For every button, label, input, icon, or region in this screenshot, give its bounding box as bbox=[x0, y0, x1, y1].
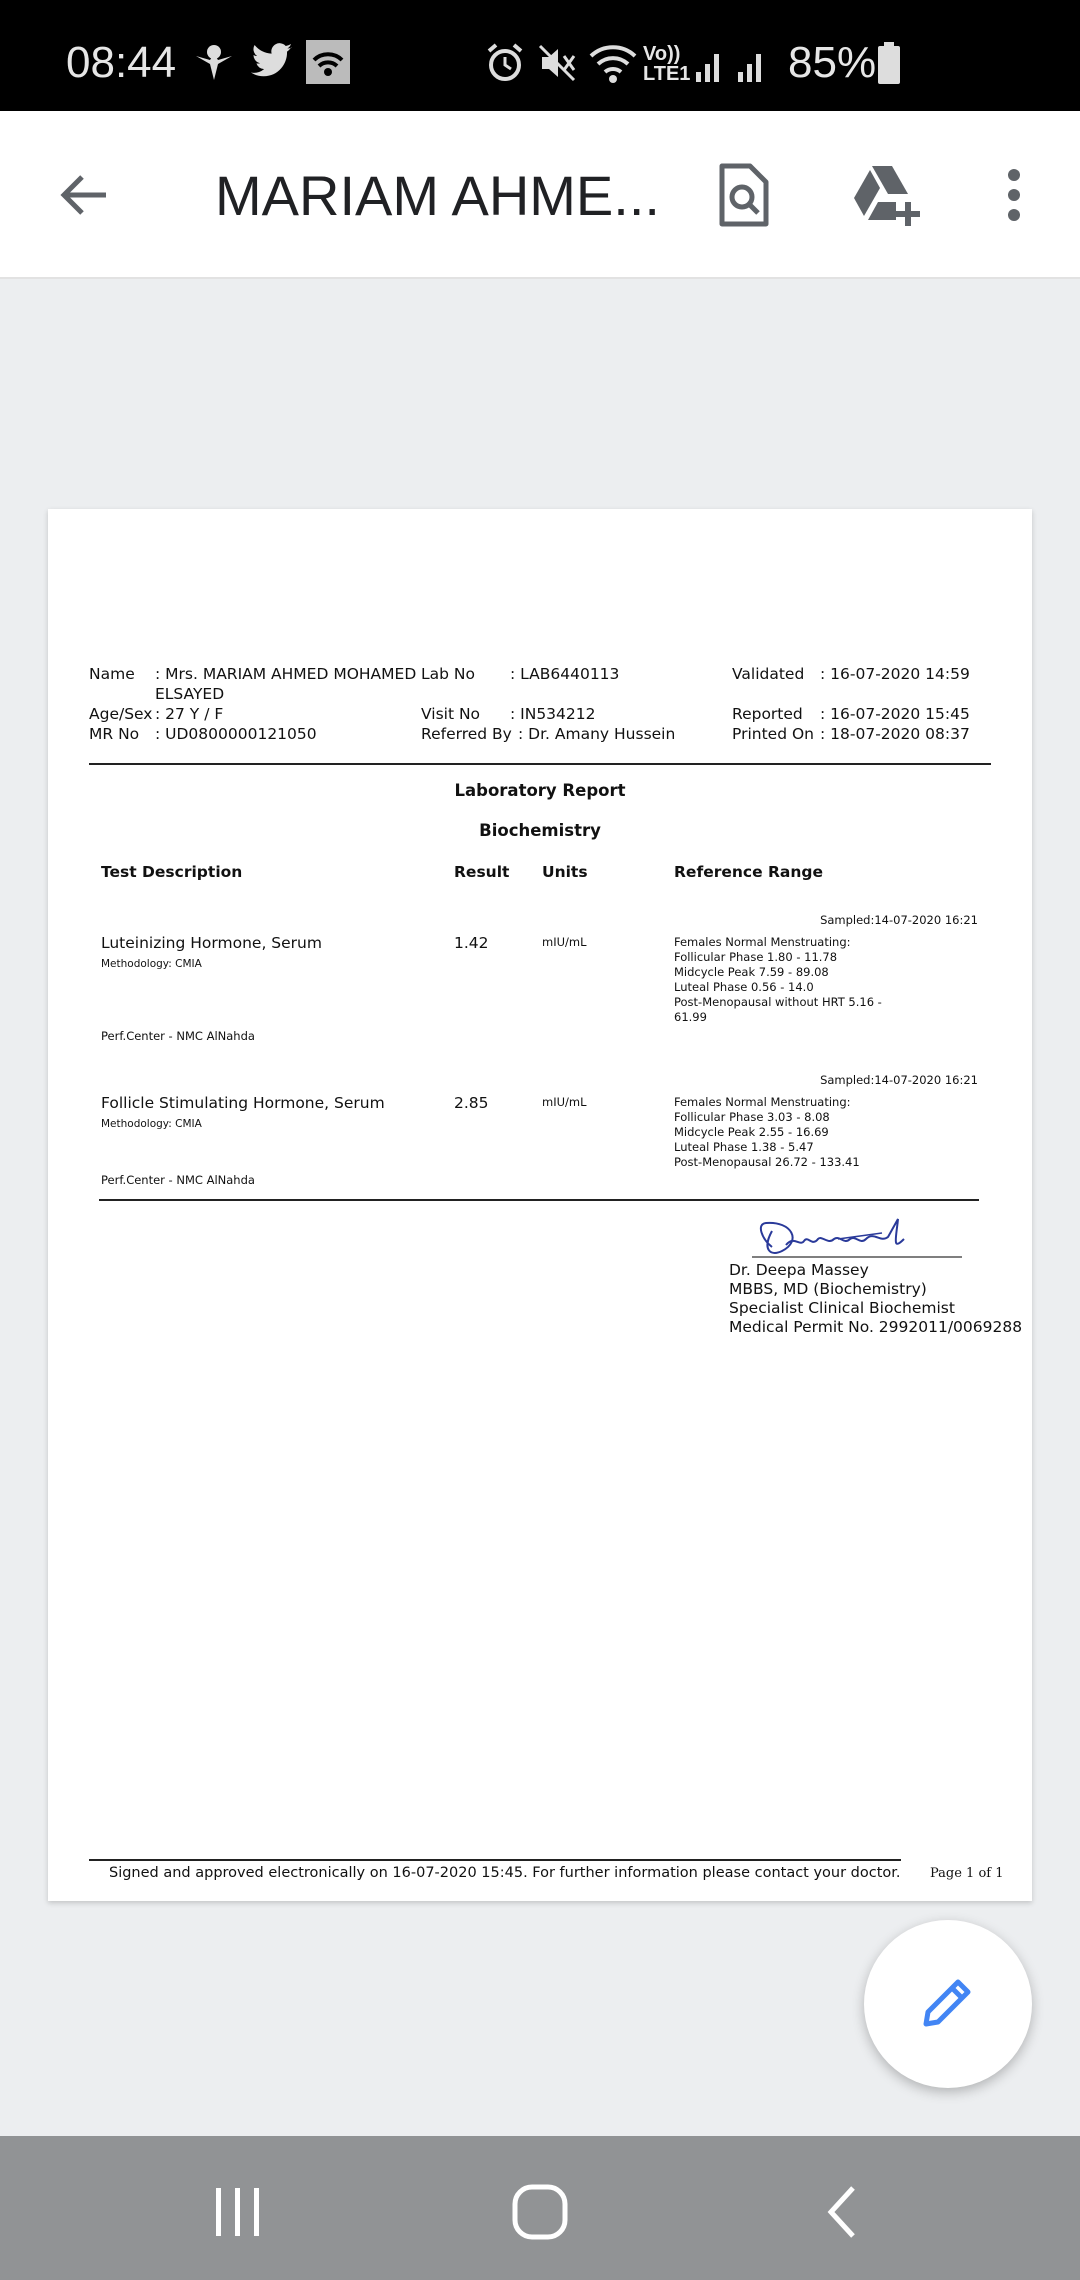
network-type-label: Vo)) LTE1 bbox=[643, 43, 691, 85]
edit-pencil-icon bbox=[918, 1972, 978, 2037]
footer-note: Signed and approved electronically on 16-07-2020 15:45. For further information please contact your doctor. bbox=[109, 1865, 901, 1881]
medical-permit: Medical Permit No. 2992011/0069288 bbox=[729, 1318, 1023, 1336]
doctor-degree: MBBS, MD (Biochemistry) bbox=[729, 1280, 927, 1298]
validated-value: : 16-07-2020 14:59 bbox=[820, 665, 970, 683]
referred-by-label: Referred By bbox=[421, 725, 512, 743]
edit-button[interactable] bbox=[864, 1920, 1032, 2088]
age-sex-label: Age/Sex bbox=[89, 705, 153, 723]
col-units: Units bbox=[542, 863, 588, 881]
test-units: mIU/mL bbox=[542, 935, 587, 949]
visit-no-value: : IN534212 bbox=[510, 705, 596, 723]
printed-on-label: Printed On bbox=[732, 725, 814, 743]
navigation-bar bbox=[0, 2136, 1080, 2280]
reported-label: Reported bbox=[732, 705, 803, 723]
wifi-hotspot-icon bbox=[306, 40, 350, 89]
sampled-time: Sampled:14-07-2020 16:21 bbox=[820, 913, 978, 927]
name-value-continued: ELSAYED bbox=[155, 685, 225, 703]
document-title: MARIAM AHME... bbox=[215, 164, 660, 227]
signal-icon bbox=[694, 42, 774, 89]
test-result: 2.85 bbox=[454, 1094, 489, 1112]
report-title: Laboratory Report bbox=[454, 781, 626, 800]
reported-value: : 16-07-2020 15:45 bbox=[820, 705, 970, 723]
validated-label: Validated bbox=[732, 665, 805, 683]
back-icon[interactable] bbox=[802, 2172, 882, 2252]
recent-apps-icon[interactable] bbox=[198, 2172, 278, 2252]
twitter-icon bbox=[250, 42, 294, 85]
footer-divider bbox=[89, 1859, 901, 1861]
results-divider bbox=[99, 1199, 979, 1201]
back-arrow-icon[interactable] bbox=[44, 155, 124, 235]
notification-app-icon bbox=[190, 42, 238, 87]
name-value: : Mrs. MARIAM AHMED MOHAMED bbox=[155, 665, 417, 683]
visit-no-label: Visit No bbox=[421, 705, 481, 723]
mr-no-label: MR No bbox=[89, 725, 140, 743]
battery-percent: 85% bbox=[788, 38, 877, 87]
lab-no-value: : LAB6440113 bbox=[510, 665, 620, 683]
add-to-drive-icon[interactable] bbox=[846, 155, 926, 235]
signature-image bbox=[742, 1209, 972, 1269]
search-in-document-icon[interactable] bbox=[704, 155, 784, 235]
test-name: Luteinizing Hormone, Serum bbox=[101, 934, 322, 952]
header-divider bbox=[89, 763, 991, 765]
status-bar bbox=[0, 0, 1080, 111]
name-label: Name bbox=[89, 665, 135, 683]
page-number: Page 1 of 1 bbox=[930, 1866, 1004, 1881]
doctor-role: Specialist Clinical Biochemist bbox=[729, 1299, 955, 1317]
more-options-icon[interactable] bbox=[974, 155, 1054, 235]
lab-no-label: Lab No bbox=[421, 665, 475, 683]
pdf-page[interactable] bbox=[48, 509, 1032, 1901]
mr-no-value: : UD0800000121050 bbox=[155, 725, 317, 743]
wifi-icon bbox=[588, 42, 638, 89]
printed-on-value: : 18-07-2020 08:37 bbox=[820, 725, 970, 743]
age-sex-value: : 27 Y / F bbox=[155, 705, 224, 723]
referred-by-value: : Dr. Amany Hussein bbox=[518, 725, 676, 743]
battery-icon bbox=[876, 42, 902, 89]
test-methodology: Methodology: CMIA bbox=[101, 958, 202, 970]
col-test-description: Test Description bbox=[101, 863, 243, 881]
col-reference-range: Reference Range bbox=[674, 863, 824, 881]
section-title: Biochemistry bbox=[479, 821, 601, 840]
perf-center: Perf.Center - NMC AlNahda bbox=[101, 1029, 255, 1043]
status-time: 08:44 bbox=[66, 38, 177, 87]
test-units: mIU/mL bbox=[542, 1095, 587, 1109]
home-icon[interactable] bbox=[500, 2172, 580, 2252]
sampled-time: Sampled:14-07-2020 16:21 bbox=[820, 1073, 978, 1087]
alarm-icon bbox=[484, 42, 526, 89]
test-result: 1.42 bbox=[454, 934, 489, 952]
perf-center: Perf.Center - NMC AlNahda bbox=[101, 1173, 255, 1187]
app-bar bbox=[0, 111, 1080, 279]
col-result: Result bbox=[454, 863, 510, 881]
doctor-name: Dr. Deepa Massey bbox=[729, 1261, 869, 1279]
mute-icon bbox=[536, 42, 578, 89]
test-methodology: Methodology: CMIA bbox=[101, 1118, 202, 1130]
reference-range: Females Normal Menstruating: Follicular Phase 3.03 - 8.08 Midcycle Peak 2.55 - 16.69 Luteal Phase 1.38 - 5.47 Post-Menopausal 26.72 - 133.41 bbox=[674, 1095, 860, 1169]
reference-range: Females Normal Menstruating: Follicular Phase 1.80 - 11.78 Midcycle Peak 7.59 - 89.08 Luteal Phase 0.56 - 14.0 Post-Menopausal without HRT 5.16 - 61.99 bbox=[674, 935, 882, 1024]
test-name: Follicle Stimulating Hormone, Serum bbox=[101, 1094, 385, 1112]
